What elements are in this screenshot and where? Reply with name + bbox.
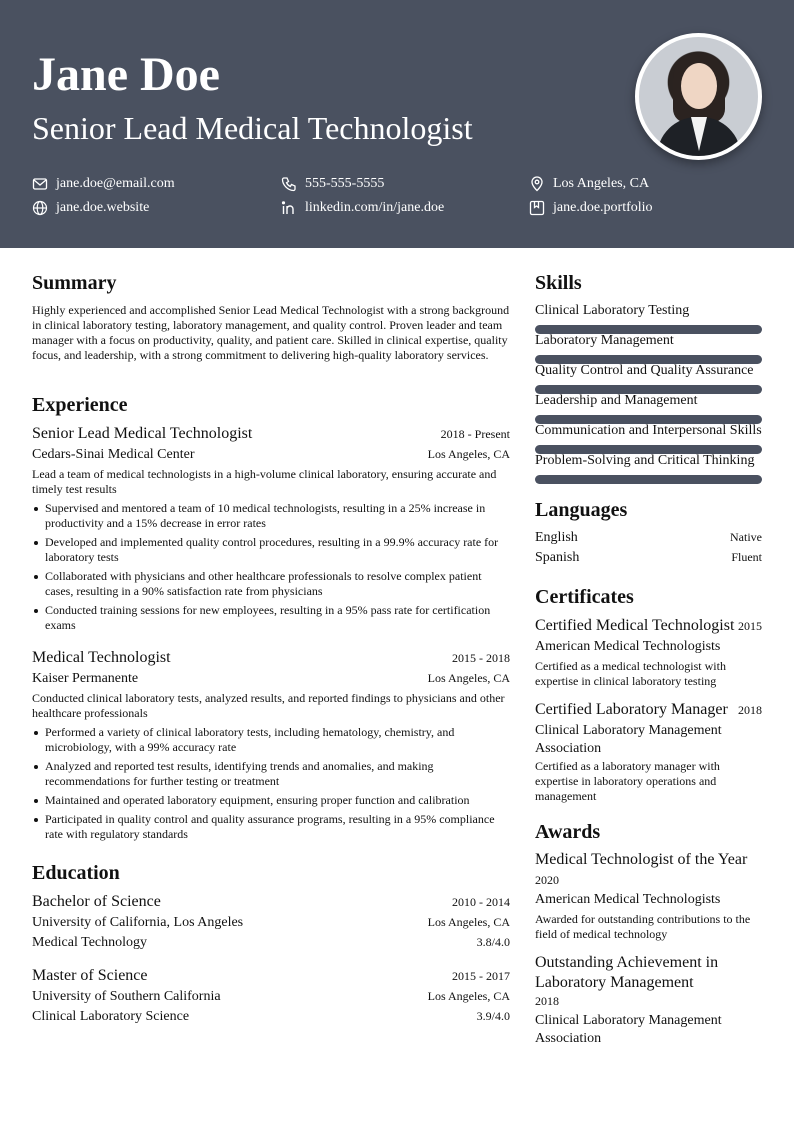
- phone-text: 555-555-5555: [305, 176, 385, 191]
- edu-school-row: [32, 914, 510, 932]
- contact-phone[interactable]: [281, 175, 384, 193]
- list-item: Supervised and mentored a team of 10 medical technologists, resulting in a 25% increase in productivity and a 15% decrease in error rates: [32, 501, 510, 531]
- language-row: [535, 549, 762, 567]
- skill-bar: [535, 475, 762, 484]
- skill-item: [535, 362, 762, 394]
- website-text: jane.doe.website: [56, 200, 150, 215]
- job-title-row: [32, 424, 510, 444]
- edu-dates: 2015 - 2017: [452, 969, 510, 983]
- job-company-row: [32, 670, 510, 688]
- list-item: Maintained and operated laboratory equipment, ensuring proper function and calibration: [32, 793, 510, 808]
- cert-year: 2018: [738, 703, 762, 717]
- job-description: Lead a team of medical technologists in a high-volume clinical laboratory, ensuring accurate and timely test results: [32, 467, 497, 496]
- job-company-row: [32, 446, 510, 464]
- edu-school: University of Southern California: [32, 989, 221, 1004]
- language-row: [535, 529, 762, 547]
- award-year: 2020: [535, 873, 559, 887]
- list-item: Collaborated with physicians and other healthcare professionals to resolve complex patient cases, resulting in a 90% satisfaction rate from physicians: [32, 569, 510, 599]
- cert-issuer: American Medical Technologists: [535, 639, 721, 654]
- award-name: Outstanding Achievement in Laboratory Management: [535, 954, 719, 991]
- cert-year: 2015: [738, 619, 762, 633]
- education-heading: Education: [32, 862, 120, 884]
- candidate-title: Senior Lead Medical Technologist: [32, 110, 473, 146]
- list-item: Performed a variety of clinical laboratory tests, including hematology, chemistry, and microbiology, with a 99% accuracy rate: [32, 725, 510, 755]
- cert-description: Certified as a medical technologist with expertise in clinical laboratory testing: [535, 659, 726, 688]
- list-item: Analyzed and reported test results, identifying trends and anomalies, and making recommendations for further testing or treatment: [32, 759, 510, 789]
- cert-name: Certified Medical Technologist: [535, 617, 735, 634]
- summary-heading: Summary: [32, 272, 117, 294]
- edu-degree-row: [32, 966, 510, 986]
- mail-icon: [32, 176, 48, 192]
- skill-item: [535, 392, 762, 424]
- skills-heading: Skills: [535, 272, 582, 294]
- list-item: Developed and implemented quality control procedures, resulting in a 99.9% accuracy rate for laboratory tests: [32, 535, 510, 565]
- job-company: Kaiser Permanente: [32, 671, 139, 686]
- job-title: Senior Lead Medical Technologist: [32, 425, 253, 442]
- contact-website[interactable]: [32, 199, 149, 217]
- list-item: Conducted training sessions for new employees, resulting in a 95% pass rate for certification exams: [32, 603, 510, 633]
- certificates-heading: Certificates: [535, 586, 634, 608]
- location-pin-icon: [529, 176, 545, 192]
- skill-item: [535, 452, 762, 484]
- cert-title-row: [535, 700, 762, 720]
- phone-icon: [281, 176, 297, 192]
- award-name: Medical Technologist of the Year: [535, 851, 748, 868]
- job-dates: 2015 - 2018: [452, 651, 510, 665]
- edu-location: Los Angeles, CA: [427, 989, 510, 1003]
- job-title-row: [32, 648, 510, 668]
- awards-heading: Awards: [535, 821, 601, 843]
- linkedin-icon: [281, 200, 297, 216]
- skill-label: Leadership and Management: [535, 393, 698, 408]
- candidate-name: Jane Doe: [32, 48, 220, 101]
- contact-location: [529, 175, 649, 193]
- edu-location: Los Angeles, CA: [427, 915, 510, 929]
- languages-heading: Languages: [535, 499, 628, 521]
- cert-description: Certified as a laboratory manager with expertise in laboratory operations and management: [535, 759, 720, 803]
- list-item: Participated in quality control and quality assurance programs, resulting in a 95% compliance rate with regulatory standards: [32, 812, 510, 842]
- skill-item: [535, 302, 762, 334]
- location-text: Los Angeles, CA: [553, 176, 650, 191]
- profile-photo: [635, 33, 762, 160]
- job-bullets: [32, 501, 510, 637]
- contact-portfolio[interactable]: [529, 199, 653, 217]
- edu-gpa: 3.8/4.0: [476, 935, 510, 949]
- language-name: English: [535, 530, 578, 545]
- skill-label: Communication and Interpersonal Skills: [535, 423, 762, 438]
- job-bullets: [32, 725, 510, 846]
- award-issuer: Clinical Laboratory Management Association: [535, 1013, 722, 1046]
- cert-issuer: Clinical Laboratory Management Association: [535, 723, 722, 756]
- skill-label: Clinical Laboratory Testing: [535, 303, 690, 318]
- language-name: Spanish: [535, 550, 580, 565]
- job-dates: 2018 - Present: [440, 427, 510, 441]
- linkedin-text: linkedin.com/in/jane.doe: [305, 200, 445, 215]
- job-title: Medical Technologist: [32, 649, 171, 666]
- edu-school-row: [32, 988, 510, 1006]
- skill-item: [535, 332, 762, 364]
- award-year: 2018: [535, 994, 559, 1008]
- job-company: Cedars-Sinai Medical Center: [32, 447, 195, 462]
- summary-text: Highly experienced and accomplished Senior Lead Medical Technologist with a strong background in clinical laboratory testing, laboratory management, and quality control. Proven leader and team manager with a focus on productivity, quality, and patient care. Skilled in clinical expertise, quality focus, and leadership, with a strong commitment to delivering high-quality laboratory services.: [32, 303, 510, 362]
- skill-item: [535, 422, 762, 454]
- edu-dates: 2010 - 2014: [452, 895, 510, 909]
- edu-field: Clinical Laboratory Science: [32, 1009, 190, 1024]
- language-level: Native: [730, 530, 762, 544]
- job-description: Conducted clinical laboratory tests, analyzed results, and reported findings to physicians and other healthcare professionals: [32, 691, 505, 720]
- skill-label: Laboratory Management: [535, 333, 674, 348]
- award-description: Awarded for outstanding contributions to the field of medical technology: [535, 912, 751, 941]
- contact-linkedin[interactable]: [281, 199, 444, 217]
- cert-name: Certified Laboratory Manager: [535, 701, 728, 718]
- edu-field: Medical Technology: [32, 935, 148, 950]
- edu-degree: Master of Science: [32, 967, 148, 984]
- language-level: Fluent: [731, 550, 762, 564]
- portfolio-icon: [529, 200, 545, 216]
- job-location: Los Angeles, CA: [427, 447, 510, 461]
- photo-face: [681, 63, 717, 109]
- edu-degree-row: [32, 892, 510, 912]
- job-location: Los Angeles, CA: [427, 671, 510, 685]
- email-text: jane.doe@email.com: [56, 176, 175, 191]
- edu-gpa: 3.9/4.0: [476, 1009, 510, 1023]
- edu-school: University of California, Los Angeles: [32, 915, 244, 930]
- edu-field-row: [32, 1008, 510, 1026]
- portfolio-text: jane.doe.portfolio: [553, 200, 653, 215]
- resume-header: [0, 0, 794, 248]
- skill-label: Quality Control and Quality Assurance: [535, 363, 754, 378]
- award-issuer: American Medical Technologists: [535, 892, 721, 907]
- cert-title-row: [535, 616, 762, 636]
- globe-icon: [32, 200, 48, 216]
- skill-label: Problem-Solving and Critical Thinking: [535, 453, 755, 468]
- edu-field-row: [32, 934, 510, 952]
- edu-degree: Bachelor of Science: [32, 893, 161, 910]
- experience-heading: Experience: [32, 394, 128, 416]
- contact-email[interactable]: [32, 175, 175, 193]
